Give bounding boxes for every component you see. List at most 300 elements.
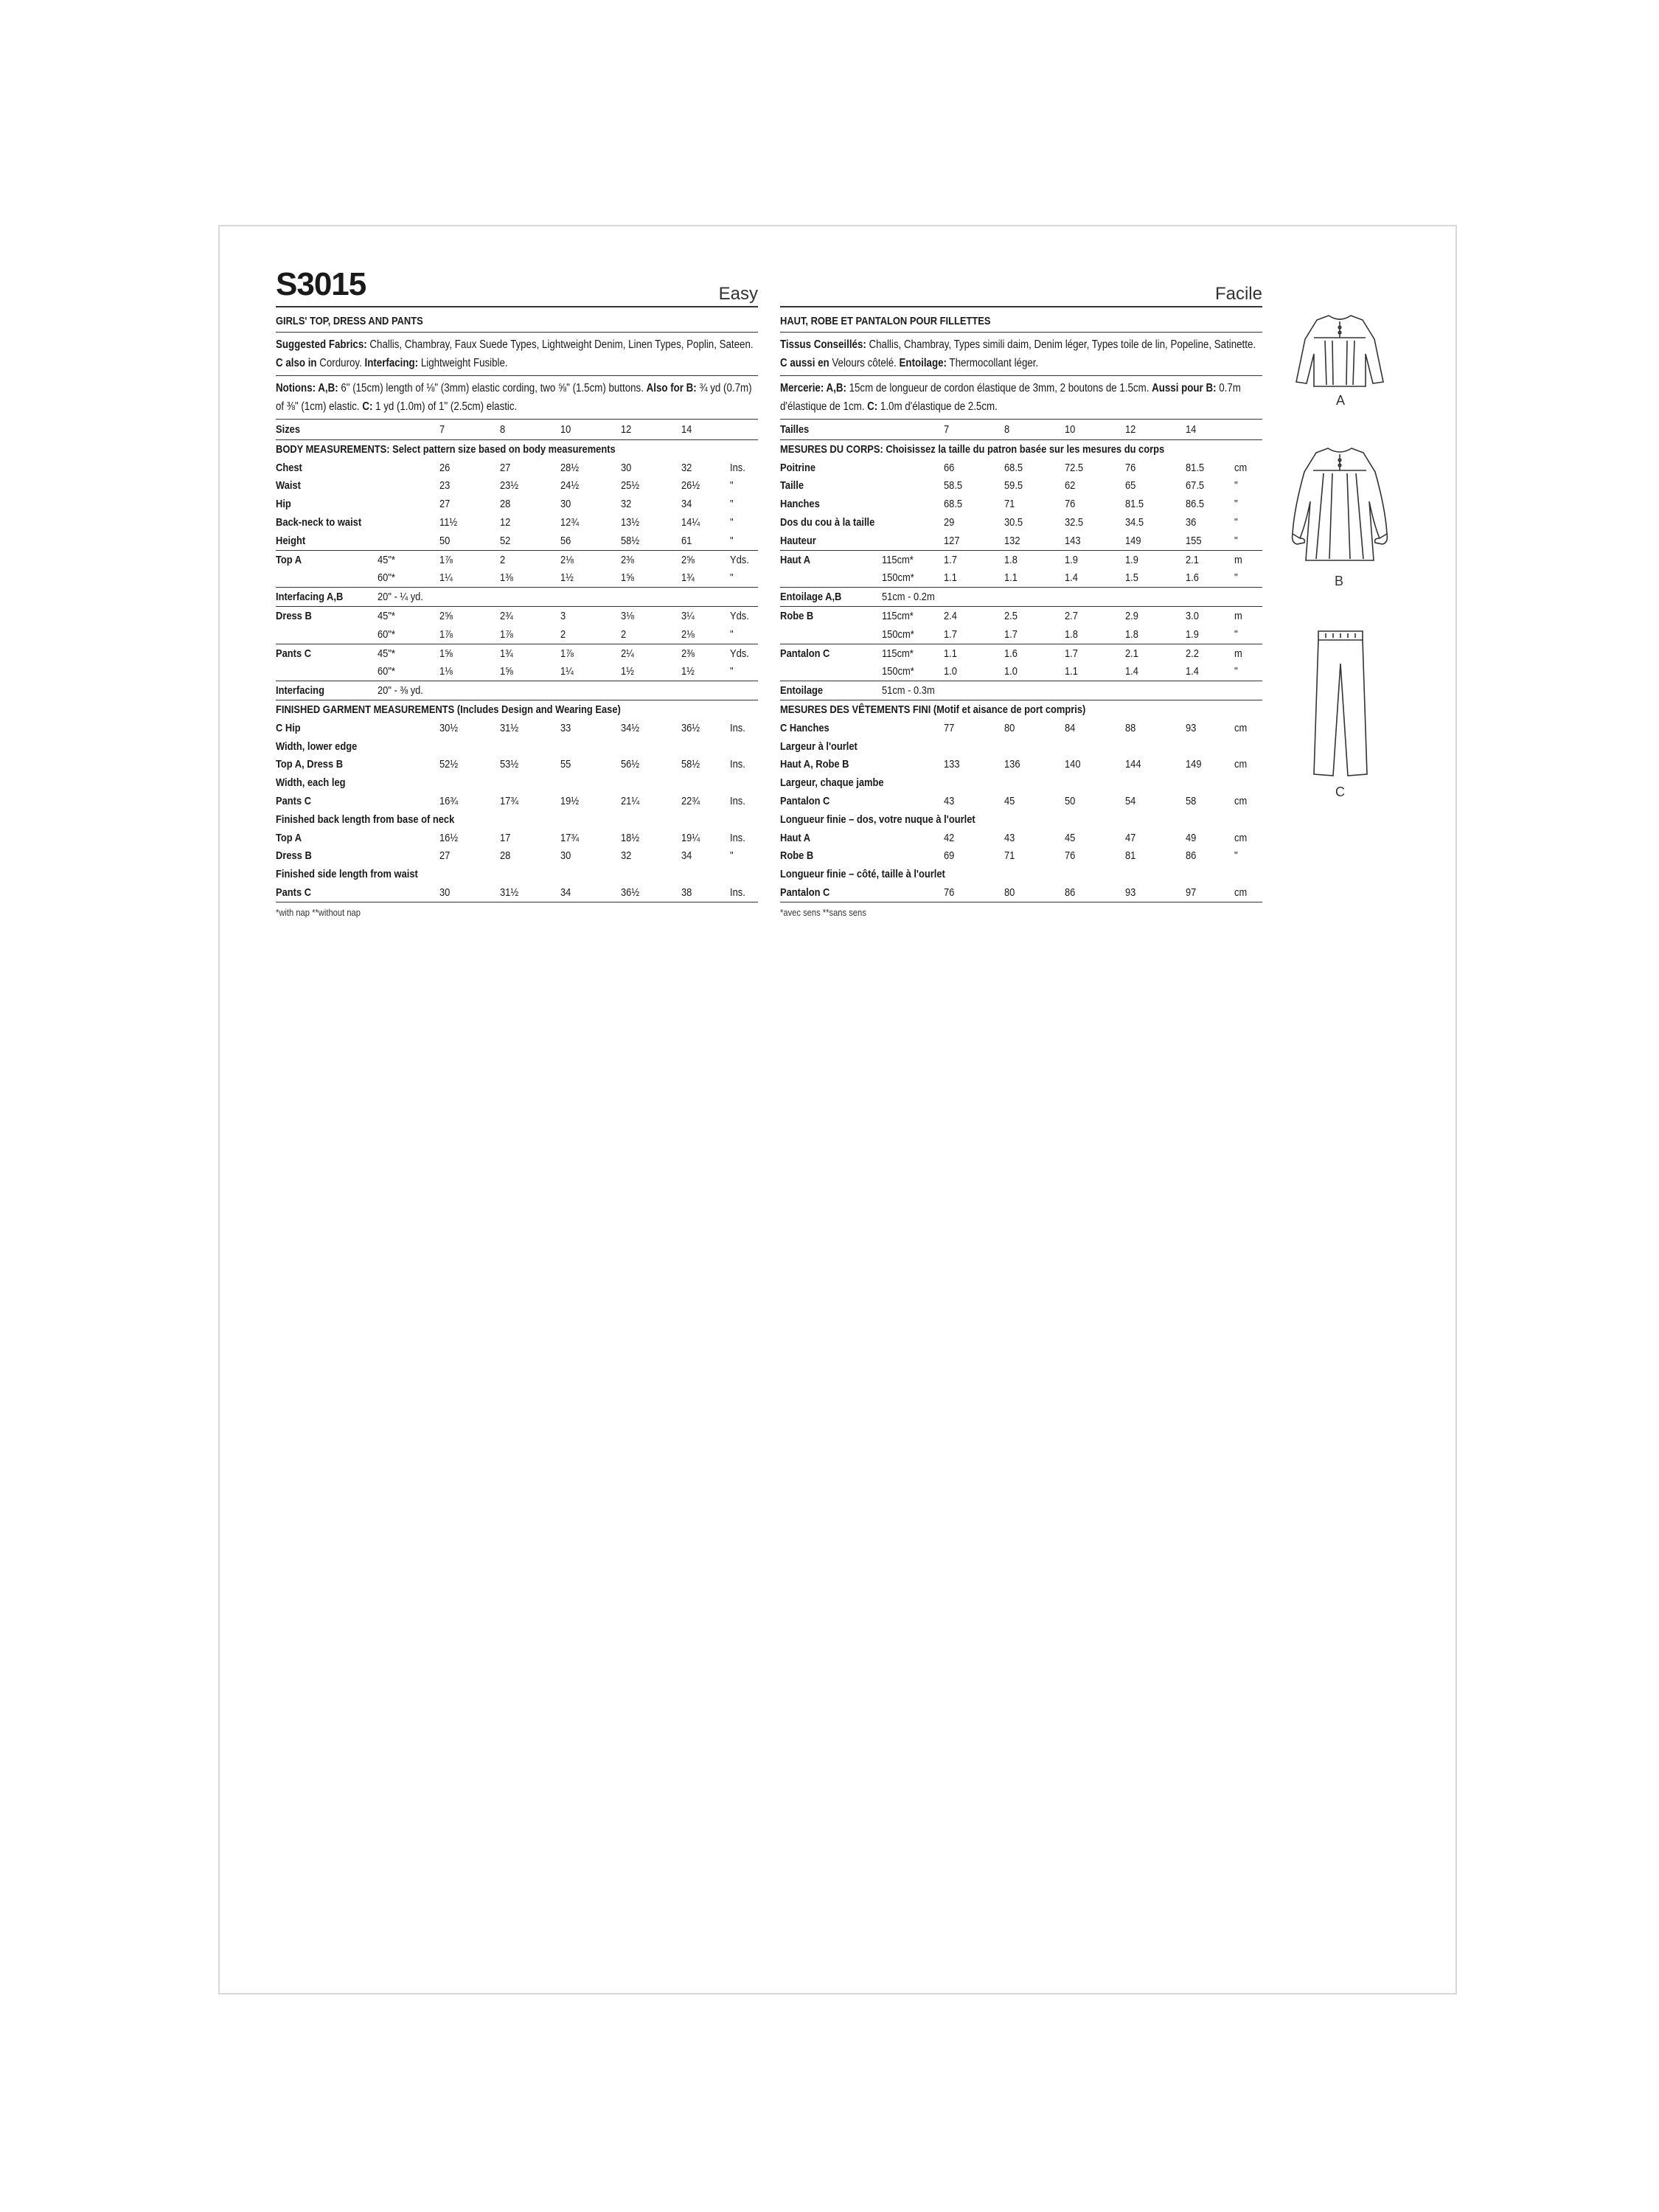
- table-cell: Ins.: [730, 795, 745, 808]
- table-cell: [882, 477, 944, 495]
- table-cell: Pantalon C: [780, 795, 830, 808]
- table-cell: 28: [500, 849, 511, 863]
- table-cell: [780, 663, 882, 681]
- table-cell: Hanches: [780, 498, 820, 511]
- table-cell: 1¼: [439, 571, 453, 585]
- table-cell: 71: [1004, 498, 1015, 511]
- table-cell: [439, 773, 500, 792]
- table-cell: [730, 420, 758, 440]
- suggested-fabrics-fr: Tissus Conseillés: Challis, Chambray, Types simili daim, Denim léger, Types toile de lin, Popeline, Satinette. C aussi en Velours côtelé. Entoilage: Thermocollant léger.: [780, 333, 1262, 376]
- table-row: [780, 700, 1262, 719]
- table-row: [276, 532, 758, 550]
- table-cell: 3⅛: [621, 607, 681, 625]
- table-cell: 133: [944, 758, 960, 771]
- table-cell: 17¾: [560, 831, 580, 844]
- table-cell: Yds.: [730, 607, 758, 625]
- table-cell: 12¾: [560, 516, 580, 529]
- table-cell: Dress B: [276, 607, 378, 625]
- table-cell: 29: [944, 516, 955, 529]
- table-cell: [944, 681, 1004, 700]
- table-cell: ": [1234, 516, 1238, 529]
- table-cell: 2: [560, 627, 566, 641]
- table-cell: [1065, 588, 1125, 607]
- table-cell: [1004, 773, 1065, 792]
- table-cell: [882, 719, 944, 737]
- difficulty-level-en: Easy: [718, 284, 758, 304]
- table-cell: 58.5: [944, 479, 963, 493]
- table-cell: Tailles: [780, 420, 882, 440]
- table-cell: 149: [1125, 534, 1141, 547]
- table-cell: [882, 513, 944, 532]
- table-cell: [681, 773, 730, 792]
- table-cell: ": [1234, 571, 1238, 585]
- table-cell: 3: [560, 607, 621, 625]
- table-cell: 34.5: [1125, 516, 1144, 529]
- table-cell: ": [1234, 479, 1238, 493]
- table-cell: 12: [621, 420, 681, 440]
- table-cell: 1.8: [1065, 627, 1078, 641]
- nap-footnote-en: *with nap **without nap: [276, 906, 361, 918]
- table-cell: 10: [1065, 420, 1125, 440]
- table-cell: 17¾: [500, 795, 519, 808]
- table-cell: [621, 588, 681, 607]
- table-cell: 65: [1125, 479, 1136, 493]
- table-cell: 8: [1004, 420, 1065, 440]
- table-cell: ": [1234, 534, 1238, 547]
- table-cell: 28: [500, 498, 511, 511]
- table-cell: 36: [1186, 516, 1197, 529]
- table-cell: 52½: [439, 758, 459, 771]
- table-row: [780, 532, 1262, 550]
- pants-c-sketch-icon: [1311, 627, 1370, 785]
- table-cell: Waist: [276, 479, 301, 493]
- table-cell: 50: [439, 534, 451, 547]
- figure-label-b: B: [1335, 574, 1344, 588]
- table-cell: 1½: [621, 665, 634, 678]
- table-cell: 2.9: [1125, 607, 1186, 625]
- table-cell: Largeur, chaque jambe: [780, 776, 884, 790]
- table-cell: 2⅜: [681, 644, 730, 662]
- table-cell: MESURES DU CORPS: Choisissez la taille du patron basée sur les mesures du corps: [780, 442, 1165, 456]
- table-cell: [780, 625, 882, 644]
- table-cell: Haut A, Robe B: [780, 758, 849, 771]
- table-cell: m: [1234, 550, 1262, 568]
- table-cell: Hip: [276, 498, 291, 511]
- table-cell: Finished back length from base of neck: [276, 813, 455, 826]
- table-cell: 2⅝: [681, 550, 730, 568]
- table-cell: [780, 569, 882, 588]
- table-cell: 59.5: [1004, 479, 1023, 493]
- table-cell: [1004, 588, 1065, 607]
- table-cell: [500, 588, 560, 607]
- table-row: [780, 773, 1262, 792]
- table-cell: 84: [1065, 721, 1076, 734]
- table-cell: Pants C: [276, 795, 312, 808]
- table-cell: Finished side length from waist: [276, 868, 418, 881]
- table-cell: 143: [1065, 534, 1081, 547]
- table-cell: 30½: [439, 721, 459, 734]
- table-cell: [1065, 773, 1125, 792]
- table-cell: [276, 569, 378, 588]
- table-cell: 155: [1186, 534, 1202, 547]
- table-cell: 20" - ¼ yd.: [378, 588, 439, 607]
- table-row: [780, 847, 1262, 866]
- table-cell: 30: [560, 849, 571, 863]
- table-cell: 22¾: [681, 795, 700, 808]
- table-cell: Top A: [276, 550, 378, 568]
- table-cell: 127: [944, 534, 960, 547]
- table-cell: Haut A: [780, 550, 882, 568]
- table-cell: 1.8: [1004, 550, 1065, 568]
- table-cell: [1234, 681, 1262, 700]
- table-cell: m: [1234, 644, 1262, 662]
- table-cell: 62: [1065, 479, 1076, 493]
- table-cell: ": [730, 849, 734, 863]
- table-cell: ": [1234, 665, 1238, 678]
- table-cell: 27: [500, 461, 511, 474]
- table-cell: Pants C: [276, 644, 378, 662]
- top-a-sketch-icon: [1292, 310, 1388, 394]
- table-cell: 34: [560, 883, 621, 902]
- table-cell: 1⅝: [439, 644, 500, 662]
- table-row: [780, 737, 1262, 756]
- table-cell: 30: [621, 461, 632, 474]
- table-row: [780, 883, 1262, 902]
- table-cell: Sizes: [276, 420, 378, 440]
- table-row: [276, 550, 758, 568]
- table-cell: 28½: [560, 461, 580, 474]
- table-cell: 55: [560, 758, 571, 771]
- table-cell: 47: [1125, 831, 1136, 844]
- table-cell: cm: [1234, 461, 1248, 474]
- table-cell: 1.7: [944, 550, 1004, 568]
- table-row: [276, 792, 758, 810]
- table-cell: 2⅛: [681, 627, 695, 641]
- table-cell: 26: [439, 461, 451, 474]
- table-cell: 19¼: [681, 831, 700, 844]
- table-cell: 8: [500, 420, 560, 440]
- table-cell: [1125, 681, 1186, 700]
- table-cell: 45"*: [378, 644, 439, 662]
- table-cell: [439, 588, 500, 607]
- table-cell: 80: [1004, 883, 1065, 902]
- table-cell: 1.1: [944, 571, 957, 585]
- table-cell: Ins.: [730, 883, 758, 902]
- table-row: [276, 588, 758, 607]
- table-cell: 31½: [500, 883, 560, 902]
- table-cell: MESURES DES VÊTEMENTS FINI (Motif et aisance de port compris): [780, 700, 1262, 719]
- table-cell: 52: [500, 534, 511, 547]
- table-cell: ": [1234, 849, 1238, 863]
- table-cell: 66: [944, 461, 955, 474]
- table-row: [780, 663, 1262, 681]
- table-cell: [560, 737, 621, 756]
- table-cell: [944, 773, 1004, 792]
- table-cell: Entoilage A,B: [780, 588, 882, 607]
- table-cell: 86: [1186, 849, 1197, 863]
- table-cell: Hauteur: [780, 534, 816, 547]
- table-cell: 1.9: [1065, 550, 1125, 568]
- table-cell: [500, 737, 560, 756]
- table-cell: Robe B: [780, 607, 882, 625]
- table-cell: m: [1234, 607, 1262, 625]
- table-cell: 27: [439, 849, 451, 863]
- table-cell: [378, 829, 439, 847]
- table-row: [780, 625, 1262, 644]
- table-cell: BODY MEASUREMENTS: Select pattern size based on body measurements: [276, 442, 616, 456]
- table-cell: 81.5: [1125, 498, 1144, 511]
- table-cell: 43: [944, 795, 955, 808]
- table-cell: 68.5: [1004, 461, 1023, 474]
- table-cell: [944, 737, 1004, 756]
- table-cell: [882, 847, 944, 866]
- table-cell: [730, 737, 758, 756]
- table-cell: 60"*: [378, 627, 395, 641]
- table-cell: 58½: [681, 758, 700, 771]
- table-cell: 2.1: [1186, 550, 1234, 568]
- table-cell: [378, 477, 439, 495]
- table-cell: [378, 719, 439, 737]
- table-cell: 11½: [439, 516, 458, 529]
- table-cell: 13½: [621, 516, 640, 529]
- table-row: [276, 756, 758, 774]
- table-cell: 50: [1065, 795, 1076, 808]
- table-cell: 60"*: [378, 571, 395, 585]
- table-cell: Robe B: [780, 849, 814, 863]
- table-cell: [378, 459, 439, 477]
- table-row: [276, 459, 758, 477]
- table-cell: 68.5: [944, 498, 963, 511]
- table-cell: [621, 681, 681, 700]
- table-row: [276, 663, 758, 681]
- table-cell: Back-neck to waist: [276, 516, 362, 529]
- table-cell: [378, 792, 439, 810]
- table-cell: 36½: [681, 721, 700, 734]
- table-row: [780, 865, 1262, 883]
- table-cell: Taille: [780, 479, 804, 493]
- table-cell: cm: [1234, 721, 1248, 734]
- table-row: [276, 625, 758, 644]
- table-cell: ": [730, 498, 734, 511]
- table-cell: Yds.: [730, 644, 758, 662]
- table-cell: 3.0: [1186, 607, 1234, 625]
- garment-title-en: GIRLS' TOP, DRESS AND PANTS: [276, 307, 758, 333]
- table-cell: 32: [621, 498, 632, 511]
- table-cell: 150cm*: [882, 571, 914, 585]
- table-cell: [1186, 773, 1234, 792]
- table-cell: 32: [621, 849, 632, 863]
- table-cell: Chest: [276, 461, 302, 474]
- table-cell: [378, 495, 439, 513]
- table-row: [780, 607, 1262, 625]
- table-cell: [1186, 588, 1234, 607]
- table-cell: 14: [681, 420, 730, 440]
- table-row: [276, 737, 758, 756]
- table-cell: cm: [1234, 883, 1262, 902]
- table-cell: [882, 495, 944, 513]
- table-cell: 1⅛: [439, 665, 453, 678]
- table-cell: 45: [1065, 831, 1076, 844]
- table-cell: Dos du cou à la taille: [780, 516, 875, 529]
- table-cell: 132: [1004, 534, 1020, 547]
- table-cell: ": [730, 665, 734, 678]
- table-cell: 1.0: [1004, 665, 1018, 678]
- table-row: [780, 681, 1262, 700]
- table-cell: 16½: [439, 831, 459, 844]
- table-cell: [378, 513, 439, 532]
- table-cell: [1234, 420, 1262, 440]
- table-cell: [276, 625, 378, 644]
- table-cell: Haut A: [780, 831, 811, 844]
- table-cell: 51cm - 0.2m: [882, 588, 944, 607]
- notions-en: Notions: A,B: 6" (15cm) length of ⅛" (3mm) elastic cording, two ⅝" (1.5cm) buttons. Also for B: ¾ yd (0.7m) of ⅜" (1cm) elastic. C: 1 yd (1.0m) of 1" (2.5cm) elastic.: [276, 376, 758, 420]
- garment-title-fr: HAUT, ROBE ET PANTALON POUR FILLETTES: [780, 307, 1262, 333]
- table-cell: [439, 681, 500, 700]
- table-cell: 1⅞: [500, 627, 513, 641]
- table-cell: Ins.: [730, 461, 745, 474]
- french-column: [780, 272, 1262, 918]
- table-cell: [1234, 773, 1262, 792]
- table-cell: [1125, 737, 1186, 756]
- table-cell: [882, 532, 944, 550]
- table-cell: Ins.: [730, 831, 745, 844]
- table-cell: 17: [500, 831, 511, 844]
- table-cell: 19½: [560, 795, 580, 808]
- table-cell: 30: [439, 883, 500, 902]
- table-cell: 1⅞: [439, 550, 500, 568]
- table-cell: [560, 588, 621, 607]
- table-cell: [730, 773, 758, 792]
- table-cell: 20" - ⅜ yd.: [378, 681, 439, 700]
- table-cell: 1¼: [560, 665, 574, 678]
- table-cell: 86: [1065, 883, 1125, 902]
- table-cell: 1⅞: [560, 644, 621, 662]
- table-cell: [560, 773, 621, 792]
- table-cell: [378, 756, 439, 774]
- table-cell: [500, 681, 560, 700]
- table-cell: 93: [1186, 721, 1197, 734]
- table-cell: ": [730, 534, 734, 547]
- table-cell: Pantalon C: [780, 883, 882, 902]
- table-cell: ": [730, 479, 734, 493]
- table-cell: ": [730, 627, 734, 641]
- table-cell: 32.5: [1065, 516, 1084, 529]
- suggested-fabrics-en: Suggested Fabrics: Challis, Chambray, Faux Suede Types, Lightweight Denim, Linen Types, Poplin, Sateen. C also in Corduroy. Interfacing: Lightweight Fusible.: [276, 333, 758, 376]
- table-cell: 1.7: [1004, 627, 1018, 641]
- table-cell: 1¾: [500, 644, 560, 662]
- table-cell: 60"*: [378, 665, 395, 678]
- table-cell: Ins.: [730, 721, 745, 734]
- table-cell: 34½: [621, 721, 640, 734]
- table-row: [276, 440, 758, 459]
- table-cell: 36½: [621, 883, 681, 902]
- table-cell: 1⅞: [439, 627, 453, 641]
- table-cell: [1186, 681, 1234, 700]
- table-cell: 76: [1065, 498, 1076, 511]
- table-cell: [681, 588, 730, 607]
- table-cell: cm: [1234, 795, 1248, 808]
- table-cell: 2.2: [1186, 644, 1234, 662]
- table-cell: 69: [944, 849, 955, 863]
- table-cell: 76: [944, 883, 1004, 902]
- table-cell: 27: [439, 498, 451, 511]
- table-row: [276, 773, 758, 792]
- table-row: [276, 719, 758, 737]
- table-cell: [882, 883, 944, 902]
- table-cell: cm: [1234, 831, 1248, 844]
- table-cell: 18½: [621, 831, 640, 844]
- table-cell: ": [730, 516, 734, 529]
- table-cell: [944, 588, 1004, 607]
- table-cell: [730, 681, 758, 700]
- table-cell: 21¼: [621, 795, 640, 808]
- table-cell: 2⅛: [560, 550, 621, 568]
- table-cell: [1065, 681, 1125, 700]
- table-cell: 1.1: [1065, 665, 1078, 678]
- table-cell: 7: [944, 420, 1004, 440]
- table-cell: 25½: [621, 479, 640, 493]
- table-cell: C Hip: [276, 721, 301, 734]
- table-cell: 97: [1186, 883, 1234, 902]
- table-cell: 1.4: [1186, 665, 1199, 678]
- table-cell: [882, 773, 944, 792]
- table-cell: 34: [681, 849, 692, 863]
- english-column: [276, 266, 758, 918]
- measurement-table-en: [276, 420, 758, 902]
- table-cell: [276, 663, 378, 681]
- table-cell: 2¾: [500, 607, 560, 625]
- figure-label-c: C: [1335, 785, 1345, 799]
- table-cell: 2.7: [1065, 607, 1125, 625]
- table-row: [780, 459, 1262, 477]
- table-cell: 1.7: [944, 627, 957, 641]
- table-cell: Top A, Dress B: [276, 758, 344, 771]
- table-cell: Poitrine: [780, 461, 816, 474]
- table-cell: 1⅝: [621, 571, 634, 585]
- header-fr: [780, 272, 1262, 307]
- table-cell: Ins.: [730, 758, 745, 771]
- table-cell: FINISHED GARMENT MEASUREMENTS (Includes Design and Wearing Ease): [276, 700, 758, 719]
- table-cell: 1.6: [1186, 571, 1199, 585]
- table-cell: 30: [560, 498, 571, 511]
- table-cell: cm: [1234, 758, 1248, 771]
- table-row: [276, 700, 758, 719]
- table-cell: 58½: [621, 534, 640, 547]
- table-cell: 1.9: [1125, 550, 1186, 568]
- table-row: [780, 792, 1262, 810]
- table-cell: 2: [621, 627, 627, 641]
- table-row: [780, 550, 1262, 568]
- table-cell: [882, 792, 944, 810]
- table-row: [276, 477, 758, 495]
- table-cell: 150cm*: [882, 627, 914, 641]
- nap-footnote-fr: *avec sens **sans sens: [780, 906, 866, 918]
- table-cell: 1.0: [944, 665, 957, 678]
- table-cell: Pantalon C: [780, 644, 882, 662]
- table-cell: 16¾: [439, 795, 459, 808]
- table-cell: 30.5: [1004, 516, 1023, 529]
- table-cell: 1.1: [944, 644, 1004, 662]
- table-cell: Width, lower edge: [276, 740, 358, 753]
- table-cell: 1.4: [1125, 665, 1138, 678]
- table-cell: 1⅝: [500, 665, 513, 678]
- table-cell: 115cm*: [882, 550, 944, 568]
- table-cell: Longueur finie – dos, votre nuque à l'ourlet: [780, 813, 975, 826]
- table-cell: [378, 847, 439, 866]
- figure-label-a: A: [1336, 393, 1346, 408]
- table-cell: Largeur à l'ourlet: [780, 740, 858, 753]
- measurement-table-fr: [780, 420, 1262, 902]
